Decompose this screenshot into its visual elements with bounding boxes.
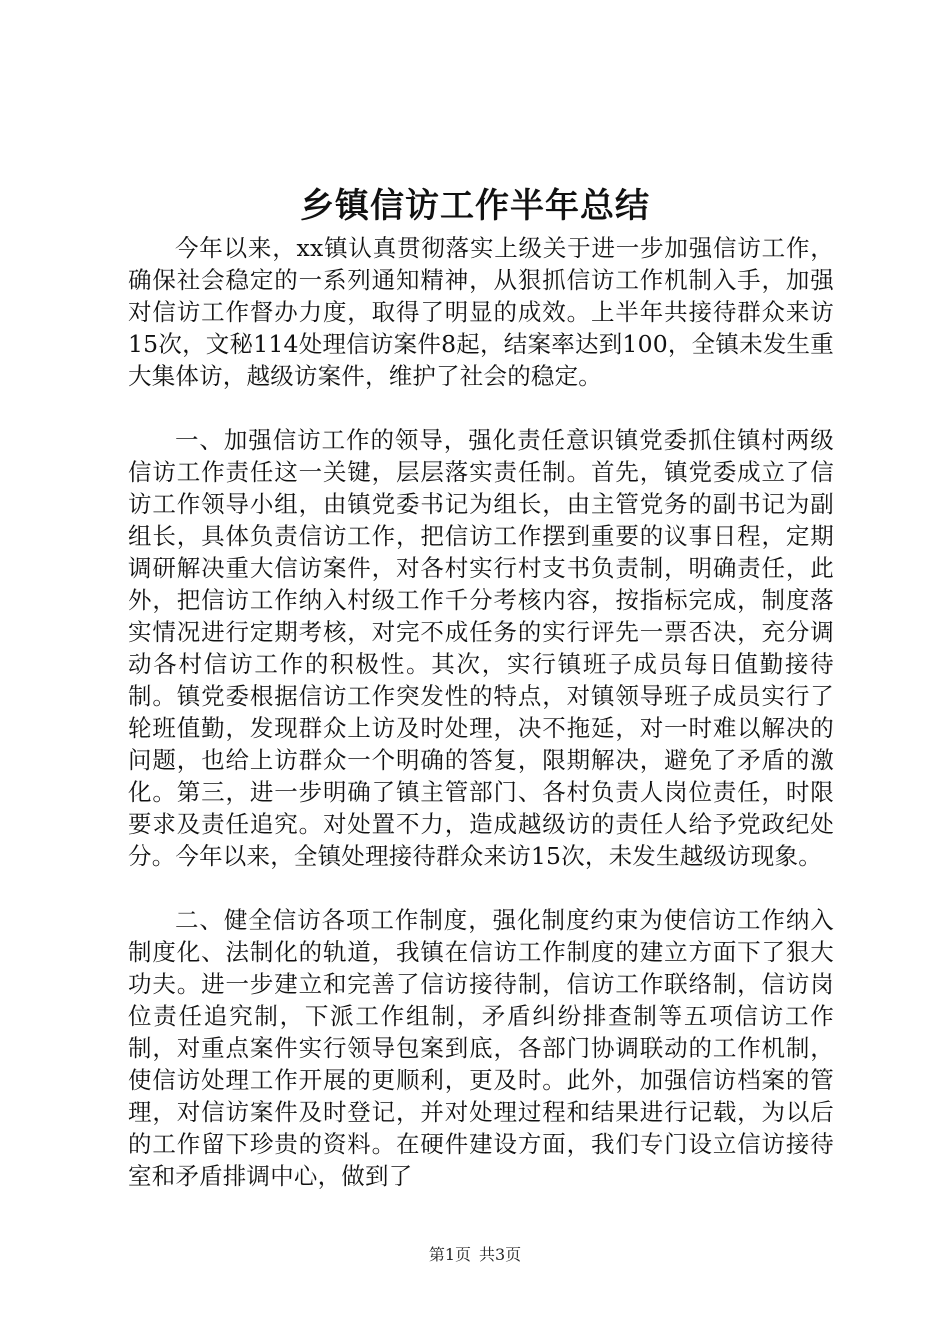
- page-number-total: 共3页: [479, 1245, 522, 1264]
- document-body: [128, 232, 834, 1192]
- paragraph-intro: 今年以来，xx镇认真贯彻落实上级关于进一步加强信访工作，确保社会稳定的一系列通知精神，从狠抓信访工作机制入手，加强对信访工作督办力度，取得了明显的成效。上半年共接待群众来访15次，文秘114处理信访案件8起，结案率达到100，全镇未发生重大集体访，越级访案件，维护了社会的稳定。: [128, 234, 834, 390]
- document-title: 乡镇信访工作半年总结: [300, 186, 650, 226]
- paragraph-section-2: 二、健全信访各项工作制度，强化制度约束为使信访工作纳入制度化、法制化的轨道，我镇在信访工作制度的建立方面下了狠大功夫。进一步建立和完善了信访接待制，信访工作联络制，信访岗位责任追究制，下派工作组制，矛盾纠纷排查制等五项信访工作制，对重点案件实行领导包案到底，各部门协调联动的工作机制，使信访处理工作开展的更顺利，更及时。此外，加强信访档案的管理，对信访案件及时登记，并对处理过程和结果进行记载，为以后的工作留下珍贵的资料。在硬件建设方面，我们专门设立信访接待室和矛盾排调中心，做到了: [128, 906, 834, 1190]
- page-footer: [0, 1244, 950, 1266]
- paragraph-section-1: 一、加强信访工作的领导，强化责任意识镇党委抓住镇村两级信访工作责任这一关键，层层落实责任制。首先，镇党委成立了信访工作领导小组，由镇党委书记为组长，由主管党务的副书记为副组长，具体负责信访工作，把信访工作摆到重要的议事日程，定期调研解决重大信访案件，对各村实行村支书负责制，明确责任，此外，把信访工作纳入村级工作千分考核内容，按指标完成，制度落实情况进行定期考核，对完不成任务的实行评先一票否决，充分调动各村信访工作的积极性。其次，实行镇班子成员每日值勤接待制。镇党委根据信访工作突发性的特点，对镇领导班子成员实行了轮班值勤，发现群众上访及时处理，决不拖延，对一时难以解决的问题，也给上访群众一个明确的答复，限期解决，避免了矛盾的激化。第三，进一步明确了镇主管部门、各村负责人岗位责任，时限要求及责任追究。对处置不力，造成越级访的责任人给予党政纪处分。今年以来，全镇处理接待群众来访15次，未发生越级访现象。: [128, 426, 834, 870]
- page-number-current: 第1页: [428, 1245, 471, 1264]
